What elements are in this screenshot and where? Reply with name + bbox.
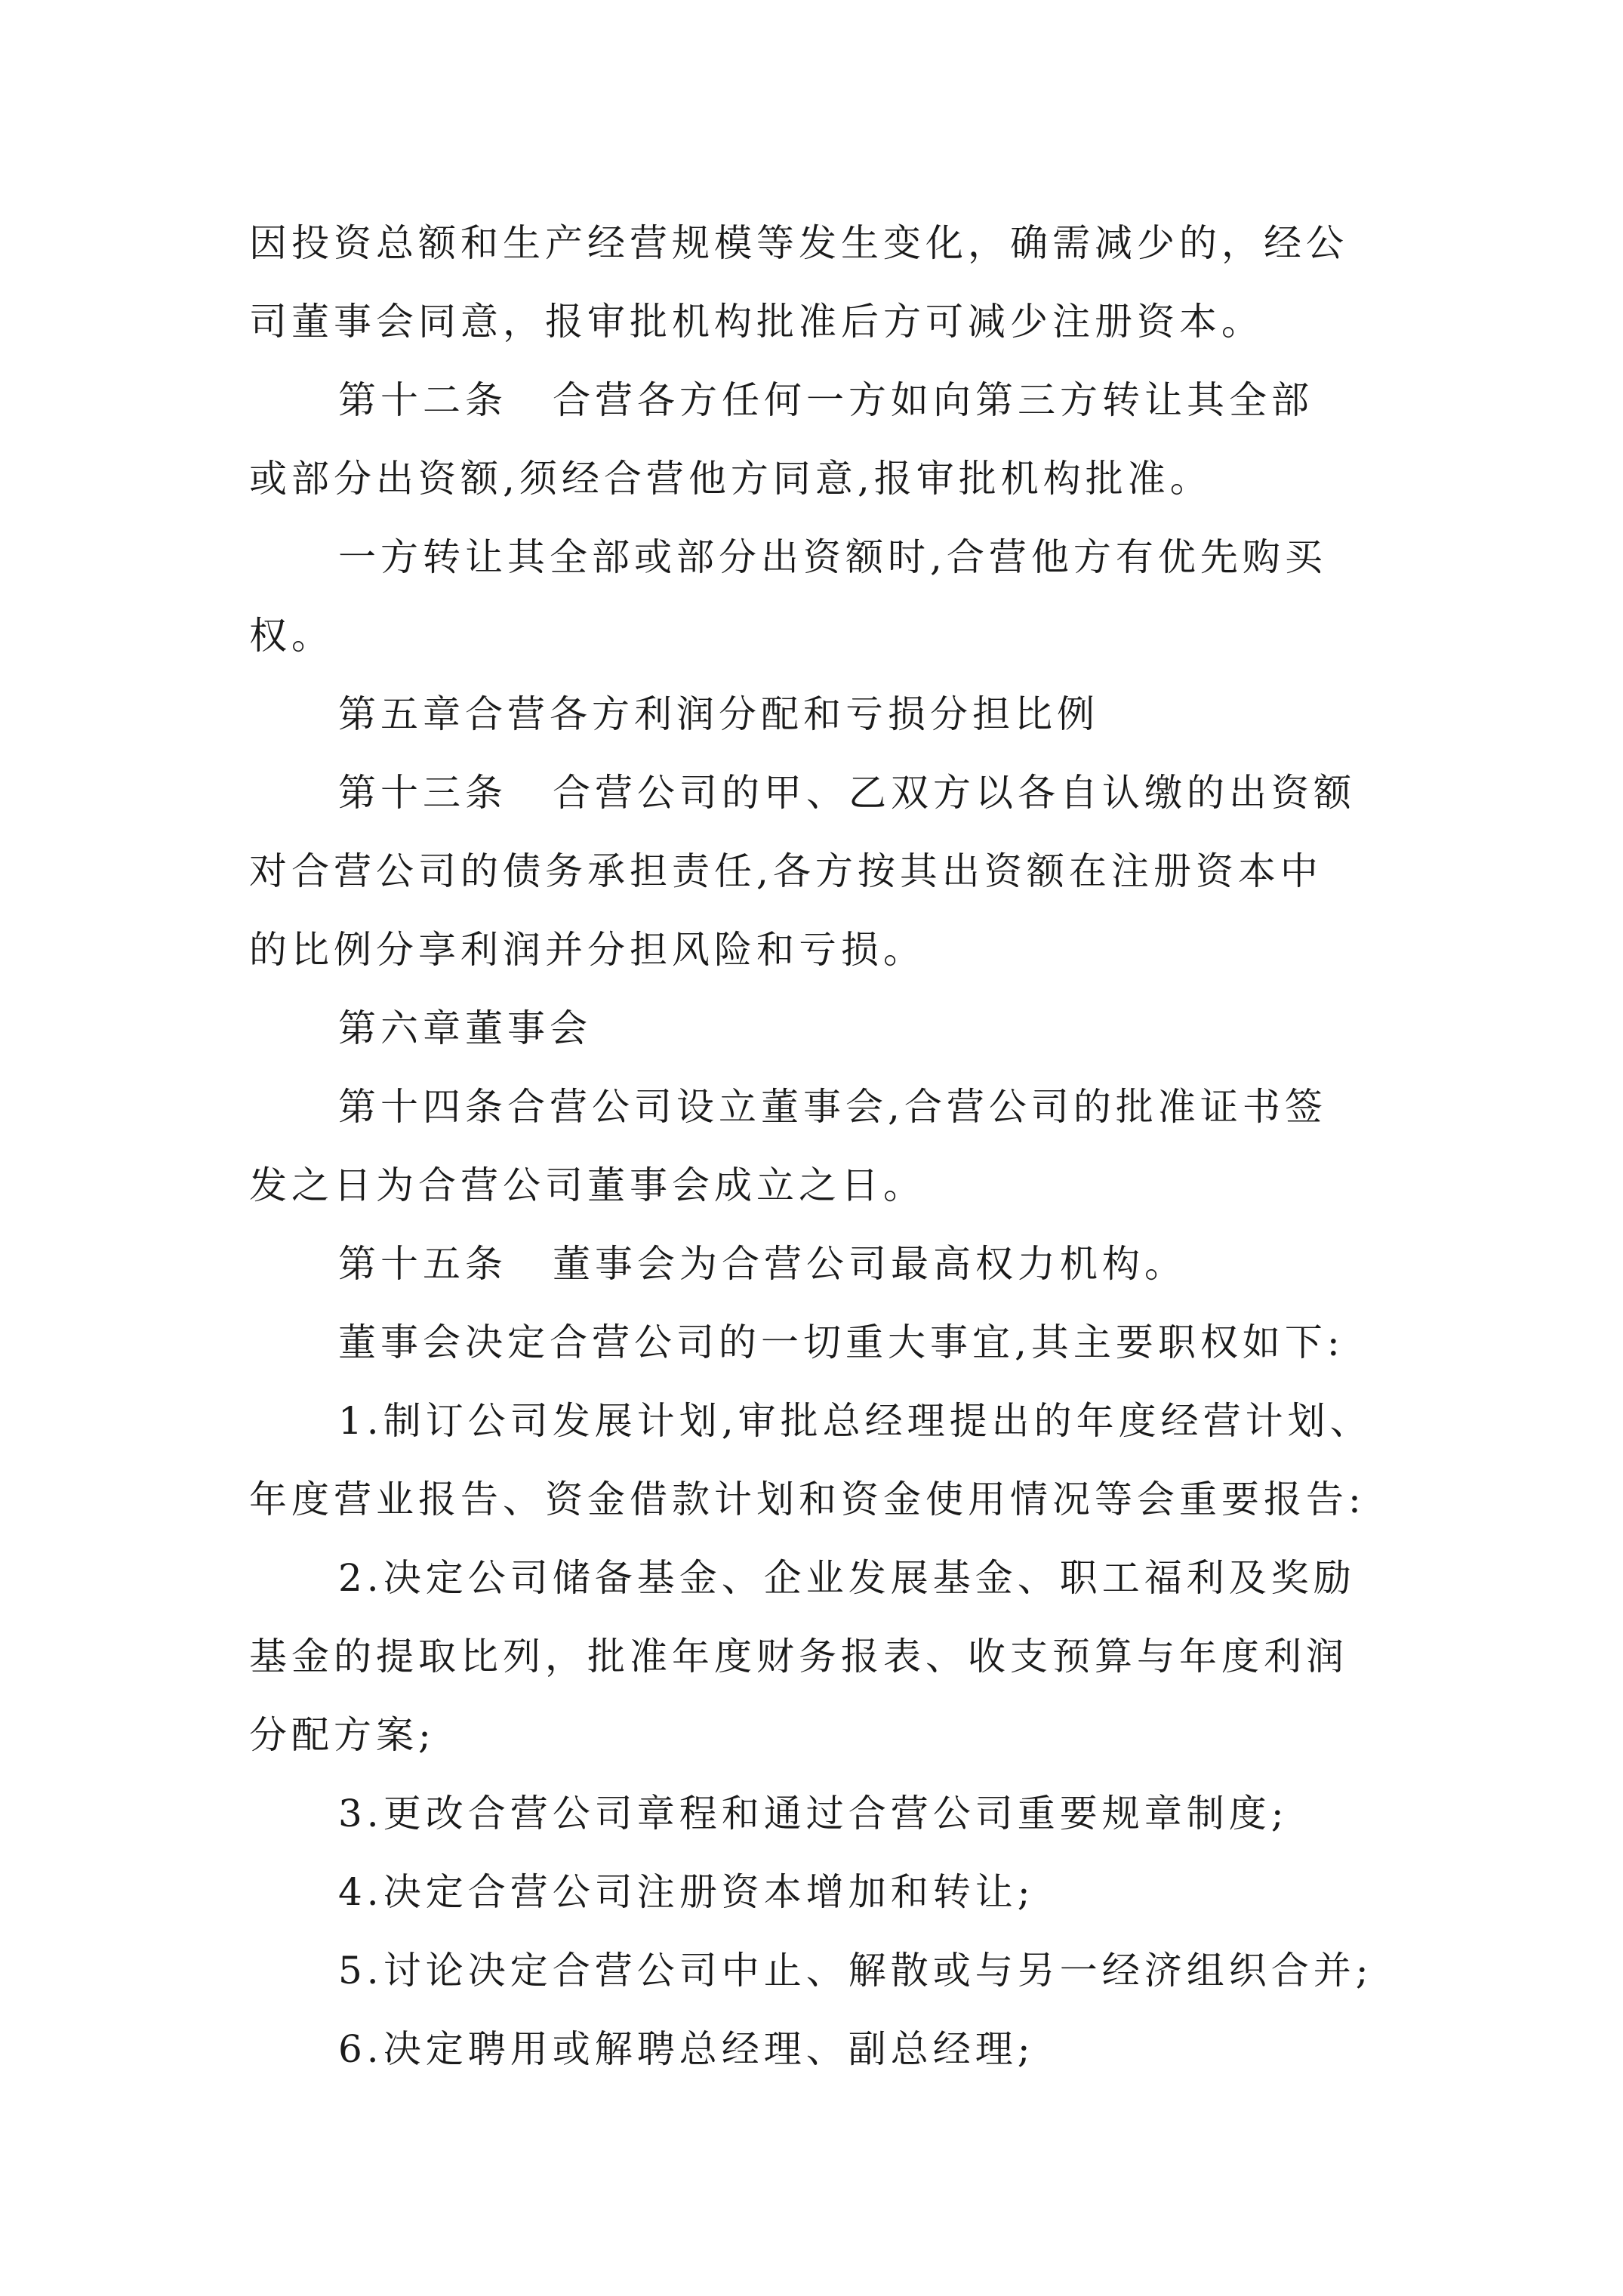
paragraph-line: 董事会决定合营公司的一切重大事宜,其主要职权如下: bbox=[338, 1321, 1344, 1364]
article-text: 合营公司的甲、乙双方以各自认缴的出资额 bbox=[553, 771, 1356, 815]
article-12-line bbox=[249, 361, 1381, 439]
list-item-1: 1.制订公司发展计划,审批总经理提出的年度经营计划、 bbox=[338, 1399, 1372, 1443]
list-item-3: 3.更改合营公司章程和通过合营公司重要规章制度; bbox=[338, 1792, 1289, 1835]
article-text: 合营各方任何一方如向第三方转让其全部 bbox=[553, 378, 1313, 422]
list-item-5: 5.讨论决定合营公司中止、解散或与另一经济组织合并; bbox=[338, 1949, 1373, 1992]
paragraph-line: 或部分出资额,须经合营他方同意,报审批机构批准。 bbox=[249, 457, 1212, 501]
paragraph-line: 一方转让其全部或部分出资额时,合营他方有优先购买 bbox=[338, 535, 1327, 579]
paragraph-line: 发之日为合营公司董事会成立之日。 bbox=[249, 1163, 925, 1207]
list-item-2: 2.决定公司储备基金、企业发展基金、职工福利及奖励 bbox=[338, 1556, 1356, 1600]
paragraph-line: 年度营业报告、资金借款计划和资金使用情况等会重要报告: bbox=[249, 1478, 1366, 1521]
paragraph-line: 的比例分享利润并分担风险和亏损。 bbox=[249, 928, 925, 972]
paragraph-line: 分配方案; bbox=[249, 1713, 436, 1757]
list-item-4: 4.决定合营公司注册资本增加和转让; bbox=[338, 1870, 1035, 1914]
paragraph-line: 因投资总额和生产经营规模等发生变化，确需减少的，经公 bbox=[249, 221, 1348, 265]
paragraph-line: 第十四条合营公司设立董事会,合营公司的批准证书签 bbox=[338, 1085, 1327, 1129]
paragraph-line: 对合营公司的债务承担责任,各方按其出资额在注册资本中 bbox=[249, 849, 1323, 893]
list-item-6: 6.决定聘用或解聘总经理、副总经理; bbox=[338, 2027, 1035, 2071]
paragraph-line: 权。 bbox=[249, 614, 334, 658]
paragraph-line: 基金的提取比列，批准年度财务报表、收支预算与年度利润 bbox=[249, 1635, 1348, 1678]
chapter-heading-5: 第五章合营各方利润分配和亏损分担比例 bbox=[338, 692, 1099, 736]
article-number: 第十五条 bbox=[338, 1242, 507, 1286]
article-number: 第十三条 bbox=[338, 771, 507, 815]
article-13-line bbox=[249, 754, 1381, 832]
paragraph-line: 司董事会同意，报审批机构批准后方可减少注册资本。 bbox=[249, 300, 1264, 344]
chapter-heading-6: 第六章董事会 bbox=[338, 1006, 592, 1050]
article-text: 董事会为合营公司最高权力机构。 bbox=[553, 1242, 1187, 1286]
article-number: 第十二条 bbox=[338, 378, 507, 422]
document-body bbox=[249, 204, 1381, 2088]
article-15-line bbox=[249, 1225, 1381, 1303]
